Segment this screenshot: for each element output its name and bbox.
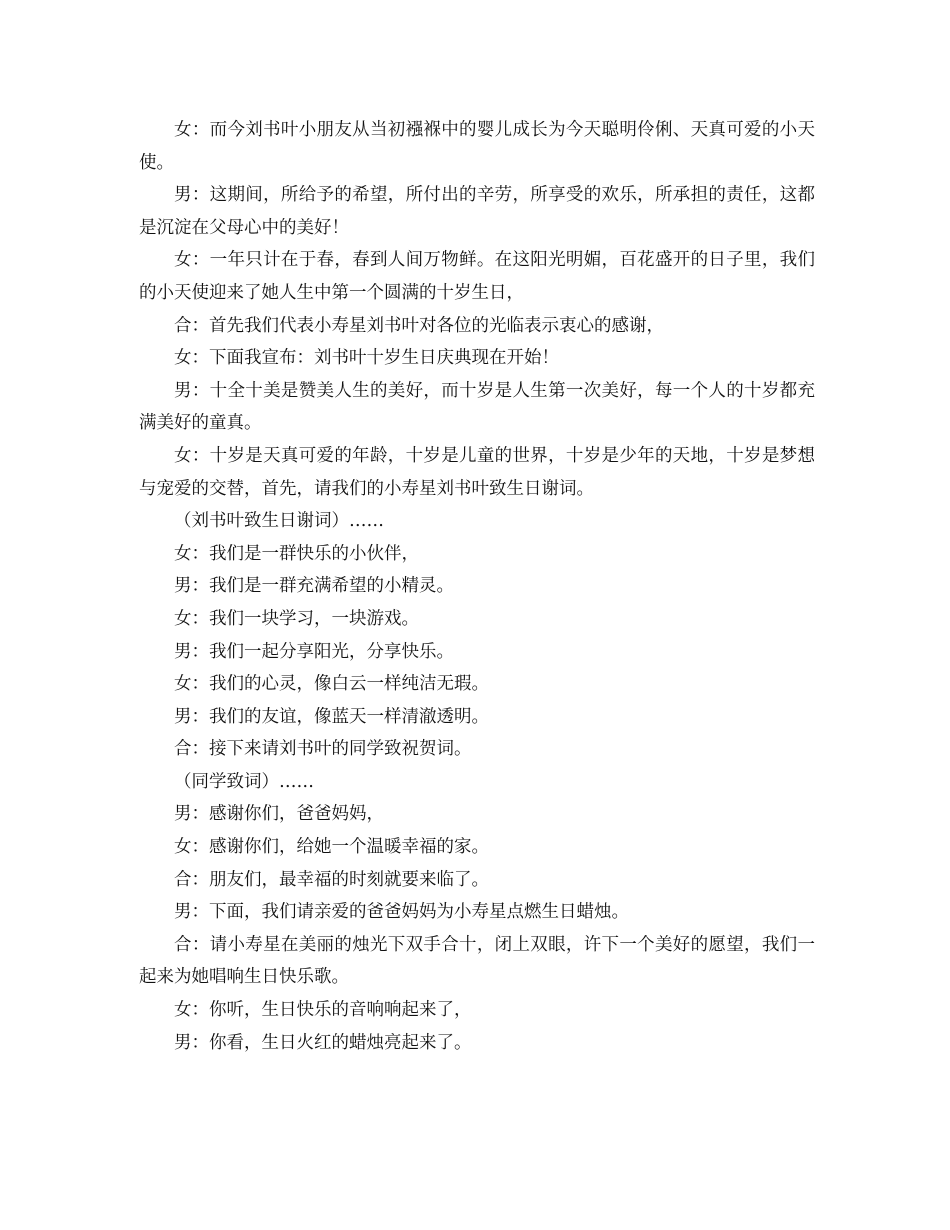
paragraph: 女：我们是一群快乐的小伙伴， [174,543,419,564]
paragraph: 男：我们是一群充满希望的小精灵。 [174,576,454,597]
paragraph: 男：这期间，所给予的希望，所付出的辛劳，所享受的欢乐，所承担的责任，这都是沉淀在父母心中的美好！ [139,185,815,238]
paragraph: 男：我们的友谊，像蓝天一样清澈透明。 [174,706,489,727]
paragraph: 合：请小寿星在美丽的烛光下双手合十，闭上双眼，许下一个美好的愿望，我们一起来为她唱响生日快乐歌。 [139,934,815,988]
paragraph: 男：下面，我们请亲爱的爸爸妈妈为小寿星点燃生日蜡烛。 [174,902,629,923]
paragraph: 女：一年只计在于春，春到人间万物鲜。在这阳光明媚，百花盛开的日子里，我们的小天使迎来了她人生中第一个圆满的十岁生日， [139,250,815,303]
paragraph: 男：感谢你们，爸爸妈妈， [174,804,384,825]
paragraph: 女：我们的心灵，像白云一样纯洁无瑕。 [174,674,489,695]
paragraph: 女：感谢你们，给她一个温暖幸福的家。 [174,837,489,858]
paragraph: 男：你看，生日火红的蜡烛亮起来了。 [174,1032,472,1053]
paragraph: 男：十全十美是赞美人生的美好，而十岁是人生第一次美好，每一个人的十岁都充满美好的童真。 [139,380,815,434]
stage-direction: （同学致词）…… [174,771,314,792]
paragraph: 女：十岁是天真可爱的年龄，十岁是儿童的世界，十岁是少年的天地，十岁是梦想与宠爱的交替，首先，请我们的小寿星刘书叶致生日谢词。 [139,445,815,499]
paragraph: 女：下面我宣布：刘书叶十岁生日庆典现在开始！ [174,348,559,369]
paragraph: 合：接下来请刘书叶的同学致祝贺词。 [174,739,472,760]
paragraph: 女：而今刘书叶小朋友从当初襁褓中的婴儿成长为今天聪明伶俐、天真可爱的小天使。 [139,120,815,173]
paragraph: 合：首先我们代表小寿星刘书叶对各位的光临表示衷心的感谢， [174,315,664,336]
paragraph: 女：我们一块学习，一块游戏。 [174,608,419,629]
paragraph: 女：你听，生日快乐的音响响起来了， [174,1000,472,1021]
paragraph: 男：我们一起分享阳光，分享快乐。 [174,641,454,662]
stage-direction: （刘书叶致生日谢词）…… [174,511,384,532]
paragraph: 合：朋友们，最幸福的时刻就要来临了。 [174,869,489,890]
document-body [139,114,815,1059]
